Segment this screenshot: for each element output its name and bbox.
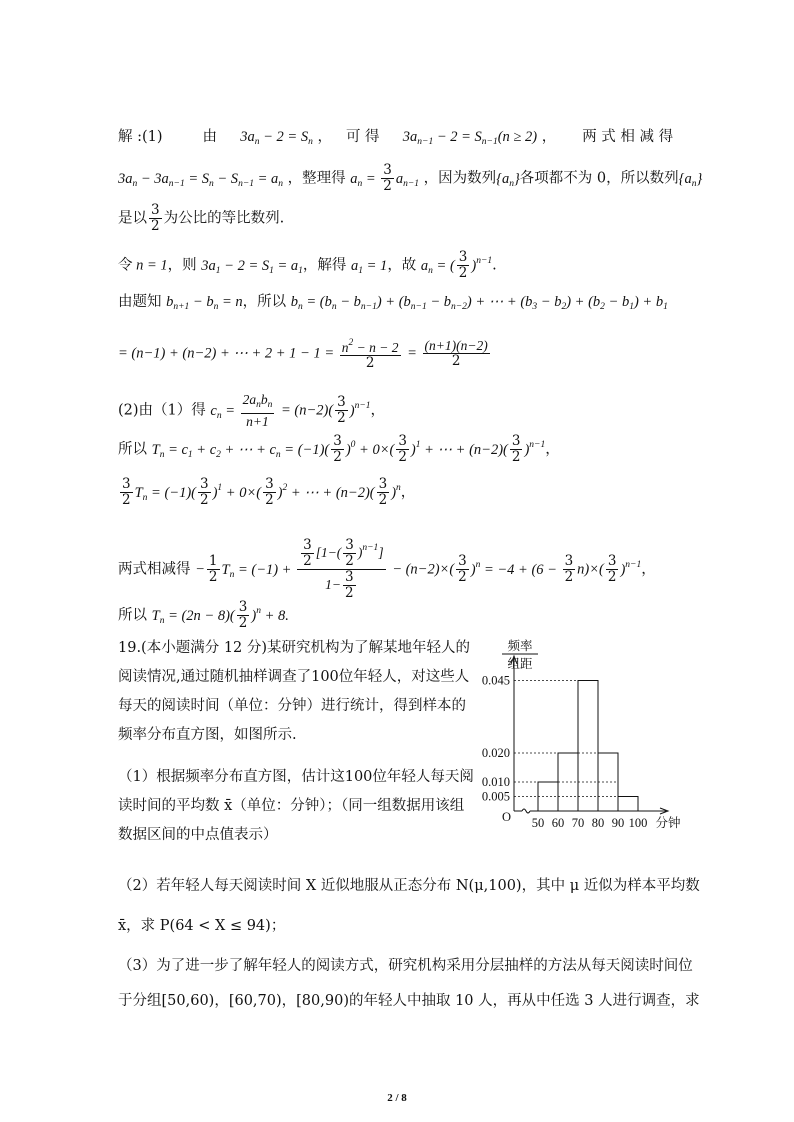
solution-line-5: 由题知 $b_{n+1} - b_n = n$，所以 $b_n = (b_n - b_{n-1}) + (b_{n-1} - b_{n-2})$ + ⋯ + $(b_3 - b_2) + (b_2 - b_1) + b_1$ (118, 294, 668, 312)
y-tick-label: 0.010 (481, 775, 510, 789)
origin-label: O (502, 810, 512, 824)
solution-line-3: 是以 $\frac{3}{2}$ 为公比的等比数列. (118, 202, 285, 234)
solution-line-7: (2)由（1）得 $c_n$ = $\frac{2a_nb_n}{n+1}$ = (n−2)( $\frac{3}{2}$ )$^{n-1}$， (118, 392, 386, 429)
solution-line-9: $\frac{3}{2}$ $T_n = (-1)$( $\frac{3}{2}$ )$^1$ + 0×( $\frac{3}{2}$ )$^2$ + ⋯ + (n−2)( $\frac{3}{2}$ )$^n$， (122, 476, 416, 508)
histogram-bar (578, 681, 598, 812)
x-axis-break (522, 809, 530, 813)
x-tick-label: 100 (628, 816, 648, 830)
solution-line-11: 所以 $T_n = (2n - 8)$( $\frac{3}{2}$ )$^n$ + 8. (118, 599, 289, 631)
x-axis-label: 分钟 (655, 816, 681, 830)
y-tick-label: 0.045 (481, 673, 510, 688)
solution-line-4: 令 n = 1，则 $3a_1 - 2 = S_1 = a_1$，解得 $a_1 = 1$，故 $a_n$ = ( $\frac{3}{2}$ )$^{n-1}$. (118, 249, 497, 281)
x-tick-label: 70 (571, 816, 585, 830)
problem-19-q2-line1: （2）若年轻人每天阅读时间 X 近似地服从正态分布 N(μ,100)，其中 μ 近似为样本平均数 (118, 878, 700, 894)
x-tick-label: 80 (591, 816, 605, 830)
solution-line-2: $3a_n - 3a_{n-1} = S_n - S_{n-1} = a_n$ ，整理得 $a_n$ = $\frac{3}{2}$ $a_{n-1}$ ，因为数列$\{a_n\}$各项都不为 0，所以数列$\{a_n\}$ (118, 162, 703, 194)
solution-line-8: 所以 $T_n = c_1 + c_2$ + ⋯ + $c_n = (-1)$( $\frac{3}{2}$ )$^0$ + 0×( $\frac{3}{2}$ )$^1$ + ⋯ + (n−2)( $\frac{3}{2}$ )$^{n-1}$， (118, 433, 560, 465)
problem-19-intro: 19.(本小题满分 12 分)某研究机构为了解某地年轻人的阅读情况,通过随机抽样调查了100位年轻人，对这些人每天的阅读时间（单位：分钟）进行统计，得到样本的频率分布直方图，如图所示. (118, 640, 471, 743)
problem-19-q1: （1）根据频率分布直方图，估计这100位年轻人每天阅读时间的平均数 x̄（单位：分钟）；（同一组数据用该组数据区间的中点值表示） (118, 769, 474, 843)
frequency-histogram (470, 636, 690, 832)
y-axis-label-top: 频率 (507, 639, 533, 653)
problem-19-q3-line2: 于分组[50,60)，[60,70)，[80,90)的年轻人中抽取 10 人，再从中任选 3 人进行调查，求 (118, 993, 700, 1009)
solution-line-1: 解 :(1) 由 $3a_n - 2 = S_n$ ， 可 得 $3a_{n-1} - 2 = S_{n-1}(n \ge 2)$ ， 两 式 相 减 得 (118, 129, 674, 147)
x-tick-label: 50 (531, 816, 545, 830)
x-tick-label: 90 (611, 816, 625, 830)
y-tick-label: 0.005 (481, 789, 510, 804)
page-number: 2 / 8 (387, 1092, 407, 1104)
problem-19-q2-line2: x̄，求 P(64 < X ≤ 94)； (118, 918, 286, 934)
y-tick-label: 0.020 (481, 746, 510, 760)
y-axis-label-bottom: 组距 (507, 657, 533, 671)
x-tick-label: 60 (551, 816, 565, 830)
solution-line-10: 两式相减得 − $\frac{1}{2}$ $T_n = (-1)$ + $\frac{3}{2}$ [1−( $\frac{3}{2}$ )$^{n-1}$] 1− $\frac{3}{2}$ − (n−2)×( $\frac{3}{2}$ )$^n$ = −4 + (6 − $\frac{3}{2}$ n)×( $\frac{3}{2}$ )$^{n-1}$， (118, 537, 656, 601)
histogram-bar (618, 797, 638, 812)
problem-19-q3-line1: （3）为了进一步了解年轻人的阅读方式，研究机构采用分层抽样的方法从每天阅读时间位 (118, 958, 693, 974)
solution-line-6: = (n−1) + (n−2) + ⋯ + 2 + 1 − 1 = $\frac{n^2 - n - 2}{2}$ = $\frac{(n+1)(n-2)}{2}$ (118, 338, 488, 371)
